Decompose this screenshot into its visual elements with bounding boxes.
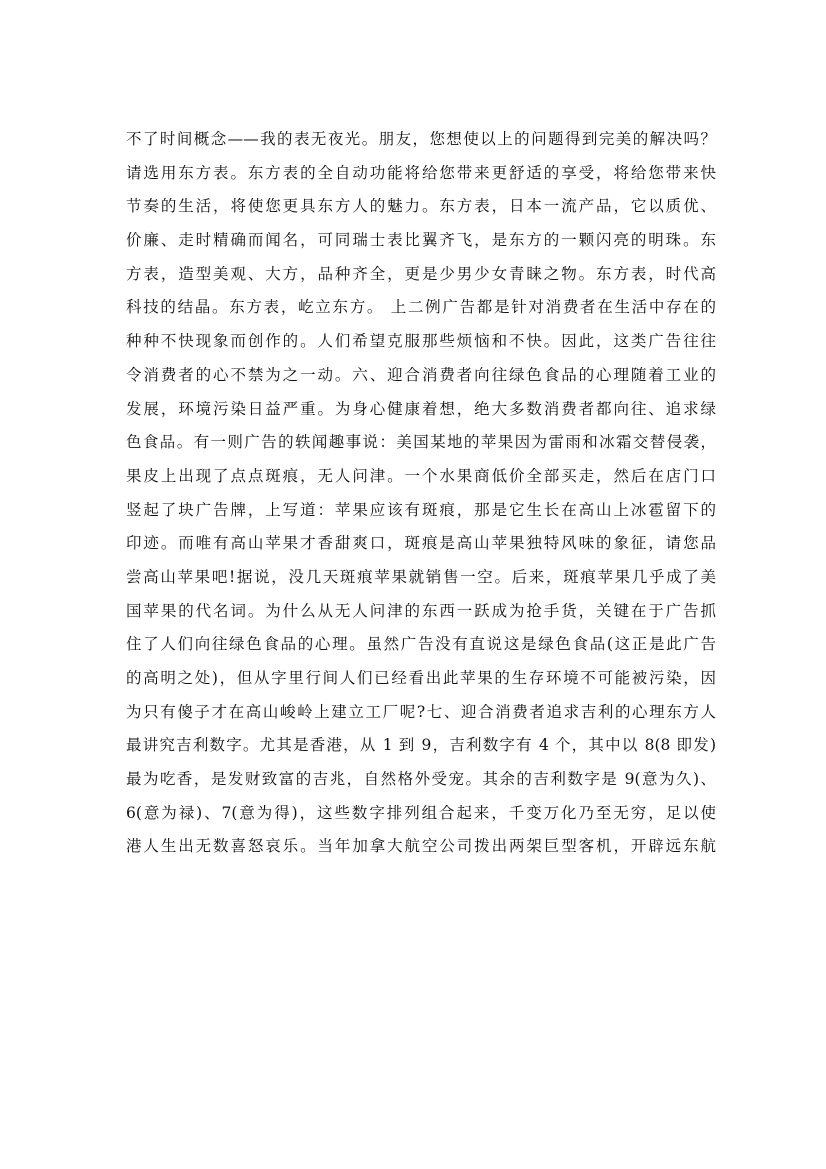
- text-line: 港人生出无数喜怒哀乐。当年加拿大航空公司拨出两架巨型客机，开辟远东航: [126, 837, 716, 856]
- text-line: 住了人们向往绿色食品的心理。虽然广告没有直说这是绿色食品(这正是此广告: [126, 635, 716, 654]
- text-line: 节奏的生活，将使您更具东方人的魅力。东方表，日本一流产品，它以质优、: [126, 197, 716, 216]
- text-line: 发展，环境污染日益严重。为身心健康着想，绝大多数消费者都向往、追求绿: [126, 399, 716, 418]
- text-line: 6(意为禄)、7(意为得)，这些数字排列组合起来，千变万化乃至无穷，足以使: [126, 803, 716, 822]
- text-line: 尝高山苹果吧!据说，没几天斑痕苹果就销售一空。后来，斑痕苹果几乎成了美: [126, 567, 716, 586]
- text-line: 最讲究吉利数字。尤其是香港，从 1 到 9，吉利数字有 4 个，其中以 8(8 即发): [126, 736, 716, 755]
- text-line: 科技的结晶。东方表，屹立东方。 上二例广告都是针对消费者在生活中存在的: [126, 298, 716, 317]
- text-line: 印迹。而唯有高山苹果才香甜爽口，斑痕是高山苹果独特风味的象征，请您品: [126, 534, 716, 553]
- text-line: 请选用东方表。东方表的全自动功能将给您带来更舒适的享受，将给您带来快: [126, 163, 716, 182]
- text-line: 的高明之处)，但从字里行间人们已经看出此苹果的生存环境不可能被污染，因: [126, 669, 716, 687]
- text-line: 令消费者的心不禁为之一动。六、迎合消费者向往绿色食品的心理随着工业的: [126, 365, 716, 384]
- text-line: 种种不快现象而创作的。人们希望克服那些烦恼和不快。因此，这类广告往往: [126, 332, 716, 351]
- text-line: 色食品。有一则广告的轶闻趣事说：美国某地的苹果因为雷雨和冰霜交替侵袭，: [126, 433, 716, 452]
- body-text: [126, 128, 716, 869]
- text-line: 方表，造型美观、大方，品种齐全，更是少男少女青睐之物。东方表，时代高: [126, 264, 716, 283]
- text-line: 最为吃香，是发财致富的吉兆，自然格外受宠。其余的吉利数字是 9(意为久)、: [126, 770, 716, 789]
- text-line: 竖起了块广告牌，上写道：苹果应该有斑痕，那是它生长在高山上冰雹留下的: [126, 500, 716, 519]
- text-line: 价廉、走时精确而闻名，可同瑞士表比翼齐飞，是东方的一颗闪亮的明珠。东: [126, 231, 716, 250]
- text-line: 果皮上出现了点点斑痕，无人问津。一个水果商低价全部买走，然后在店门口: [126, 466, 716, 485]
- text-line: 为只有傻子才在高山峻岭上建立工厂呢?七、迎合消费者追求吉利的心理东方人: [126, 702, 716, 721]
- text-line: 不了时间概念——我的表无夜光。朋友，您想使以上的问题得到完美的解决吗？: [126, 130, 716, 148]
- text-line: 国苹果的代名词。为什么从无人问津的东西一跃成为抢手货，关键在于广告抓: [126, 601, 716, 620]
